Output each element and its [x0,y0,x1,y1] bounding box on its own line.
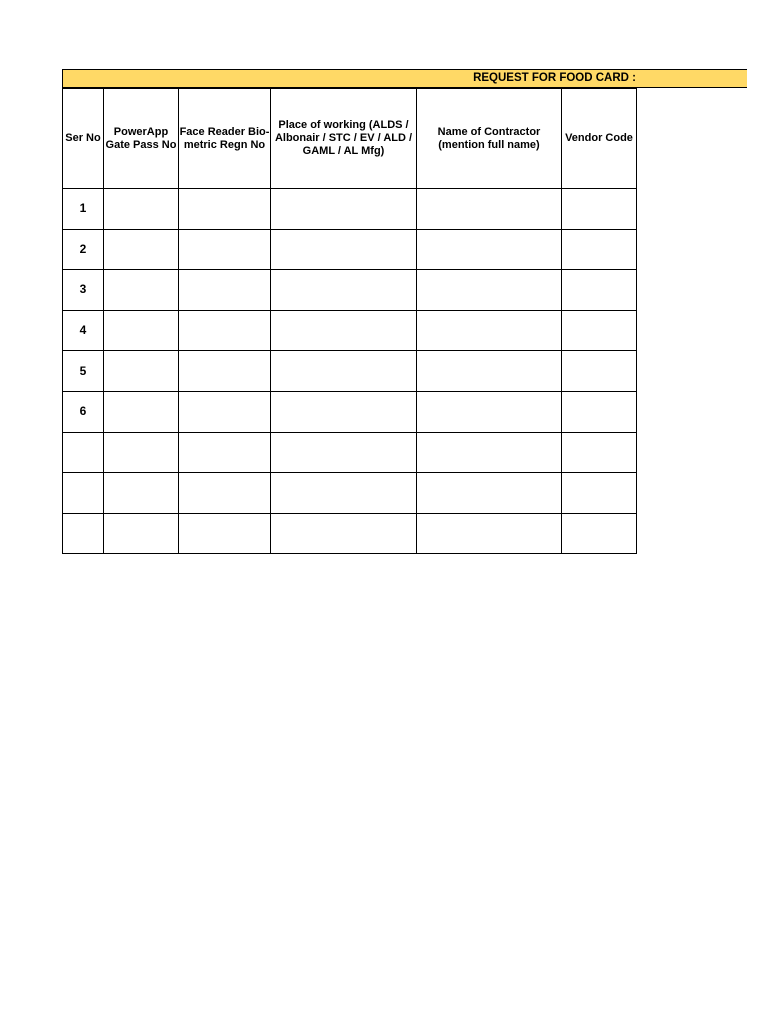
food-card-request-table [62,88,637,554]
ser-no-cell [63,513,104,554]
ser-no-cell: 5 [63,351,104,392]
ser-no-cell [63,432,104,473]
contractor-name-cell[interactable] [417,391,562,432]
vendor-code-cell[interactable] [562,513,637,554]
header-biometric-regn-no: Face Reader Bio-metric Regn No [179,89,271,189]
ser-no-cell: 3 [63,270,104,311]
vendor-code-cell[interactable] [562,189,637,230]
table-header-row [63,89,637,189]
gate-pass-cell[interactable] [104,513,179,554]
place-of-working-cell[interactable] [271,432,417,473]
vendor-code-cell[interactable] [562,432,637,473]
header-ser-no: Ser No [63,89,104,189]
biometric-cell[interactable] [179,432,271,473]
place-of-working-cell[interactable] [271,513,417,554]
contractor-name-cell[interactable] [417,310,562,351]
table-row [63,229,637,270]
vendor-code-cell[interactable] [562,310,637,351]
biometric-cell[interactable] [179,229,271,270]
place-of-working-cell[interactable] [271,229,417,270]
biometric-cell[interactable] [179,189,271,230]
form-title: REQUEST FOR FOOD CARD : [473,72,636,84]
header-vendor-code: Vendor Code [562,89,637,189]
ser-no-cell: 1 [63,189,104,230]
title-bar-border [62,70,63,87]
place-of-working-cell[interactable] [271,189,417,230]
gate-pass-cell[interactable] [104,229,179,270]
gate-pass-cell[interactable] [104,391,179,432]
contractor-name-cell[interactable] [417,351,562,392]
header-contractor-name: Name of Contractor (mention full name) [417,89,562,189]
table-row [63,432,637,473]
ser-no-cell: 2 [63,229,104,270]
place-of-working-cell[interactable] [271,351,417,392]
gate-pass-cell[interactable] [104,189,179,230]
ser-no-cell: 6 [63,391,104,432]
vendor-code-cell[interactable] [562,270,637,311]
place-of-working-cell[interactable] [271,270,417,311]
gate-pass-cell[interactable] [104,473,179,514]
contractor-name-cell[interactable] [417,189,562,230]
table-row [63,189,637,230]
vendor-code-cell[interactable] [562,229,637,270]
gate-pass-cell[interactable] [104,310,179,351]
contractor-name-cell[interactable] [417,473,562,514]
header-place-of-working: Place of working (ALDS / Albonair / STC / EV / ALD / GAML / AL Mfg) [271,89,417,189]
gate-pass-cell[interactable] [104,351,179,392]
table-row [63,270,637,311]
biometric-cell[interactable] [179,310,271,351]
biometric-cell[interactable] [179,391,271,432]
table-row [63,513,637,554]
vendor-code-cell[interactable] [562,391,637,432]
vendor-code-cell[interactable] [562,351,637,392]
form-title-bar [62,69,747,88]
ser-no-cell [63,473,104,514]
biometric-cell[interactable] [179,473,271,514]
contractor-name-cell[interactable] [417,513,562,554]
header-gate-pass-no: PowerApp Gate Pass No [104,89,179,189]
contractor-name-cell[interactable] [417,432,562,473]
place-of-working-cell[interactable] [271,391,417,432]
gate-pass-cell[interactable] [104,432,179,473]
biometric-cell[interactable] [179,513,271,554]
place-of-working-cell[interactable] [271,473,417,514]
contractor-name-cell[interactable] [417,229,562,270]
table-row [63,351,637,392]
table-row [63,473,637,514]
vendor-code-cell[interactable] [562,473,637,514]
table-row [63,391,637,432]
ser-no-cell: 4 [63,310,104,351]
table-row [63,310,637,351]
place-of-working-cell[interactable] [271,310,417,351]
contractor-name-cell[interactable] [417,270,562,311]
biometric-cell[interactable] [179,270,271,311]
gate-pass-cell[interactable] [104,270,179,311]
biometric-cell[interactable] [179,351,271,392]
